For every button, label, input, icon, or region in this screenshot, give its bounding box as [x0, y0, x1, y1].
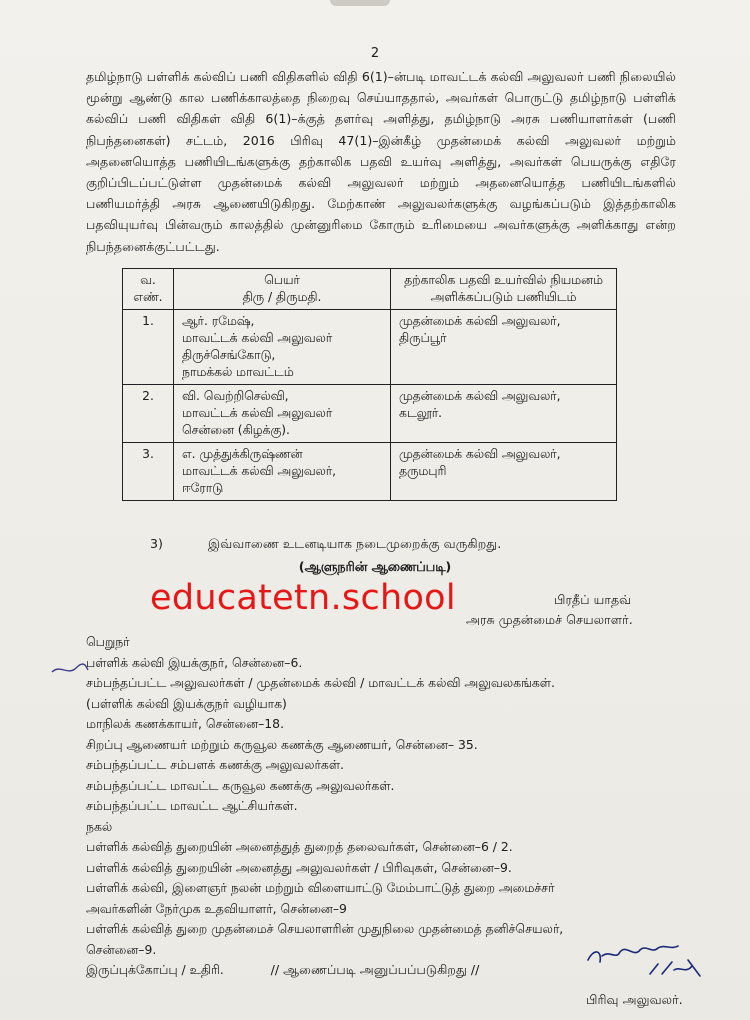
- name-line: ஆர். ரமேஷ்,: [182, 314, 255, 328]
- posting-cell: [391, 385, 617, 443]
- name-line: மாவட்டக் கல்வி அலுவலர்: [182, 331, 333, 345]
- promotion-table: [122, 268, 617, 501]
- name-line: திருச்செங்கோடு,: [182, 348, 276, 362]
- serial-cell: 1.: [123, 310, 174, 385]
- name-cell: [174, 443, 391, 501]
- list-item: சம்பந்தப்பட்ட சம்பளக் கணக்கு அலுவலர்கள்.: [86, 757, 344, 772]
- header-name-line: பெயர்: [264, 273, 300, 287]
- pen-tick-icon: [50, 660, 90, 678]
- list-item: பள்ளிக் கல்வி இயக்குநர், சென்னை–6.: [86, 654, 303, 670]
- header-posting-line: அளிக்கப்படும் பணியிடம்: [430, 290, 577, 304]
- list-item: பள்ளிக் கல்வி, இளைஞர் நலன் மற்றும் விளையாட்டு மேம்பாட்டுத் துறை அமைச்சர்: [86, 880, 555, 895]
- copy-heading: நகல்: [86, 818, 113, 834]
- header-serial-line: வ.: [140, 273, 156, 287]
- signatory-title: அரசு முதன்மைச் செயலாளர்.: [466, 612, 633, 627]
- name-line: மாவட்டக் கல்வி அலுவலர்,: [182, 464, 337, 478]
- list-item: அவர்களின் நேர்முக உதவியாளர், சென்னை–9: [86, 900, 347, 916]
- recipients-list: [86, 632, 686, 981]
- header-posting-line: தற்காலிக பதவி உயர்வில் நியமனம்: [404, 273, 603, 287]
- name-line: வி. வெற்றிசெல்வி,: [182, 389, 289, 403]
- name-line: நாமக்கல் மாவட்டம்: [182, 365, 294, 379]
- name-cell: [174, 310, 391, 385]
- header-posting: [391, 269, 617, 310]
- table-row: [123, 443, 617, 501]
- posting-line: முதன்மைக் கல்வி அலுவலர்,: [399, 314, 561, 328]
- list-item: சம்பந்தப்பட்ட அலுவலர்கள் / முதன்மைக் கல்வி / மாவட்டக் கல்வி அலுவலகங்கள்.: [86, 675, 555, 690]
- table-row: [123, 310, 617, 385]
- paragraph-number: 3): [150, 536, 163, 551]
- list-item: சம்பந்தப்பட்ட மாவட்ட ஆட்சியர்கள்.: [86, 798, 298, 813]
- posting-line: முதன்மைக் கல்வி அலுவலர்,: [399, 389, 561, 403]
- list-item: சிறப்பு ஆணையர் மற்றும் கருவூல கணக்கு ஆணையர், சென்னை– 35.: [86, 736, 478, 752]
- serial-cell: 2.: [123, 385, 174, 443]
- name-line: மாவட்டக் கல்வி அலுவலர்: [182, 406, 333, 420]
- name-cell: [174, 385, 391, 443]
- table-header-row: [123, 269, 617, 310]
- header-name: [174, 269, 391, 310]
- posting-line: கடலூர்.: [399, 406, 443, 420]
- posting-cell: [391, 443, 617, 501]
- recipients-heading: பெறுநர்: [86, 634, 130, 649]
- table-row: [123, 385, 617, 443]
- posting-line: திருப்பூர்: [399, 331, 447, 345]
- page-number: 2: [370, 46, 380, 61]
- intro-paragraph: தமிழ்நாடு பள்ளிக் கல்விப் பணி விதிகளில் விதி 6(1)–ன்படி மாவட்டக் கல்வி அலுவலர் பணி நிலையில் மூன்று ஆண்டு கால பணிக்காலத்தை நிறைவு செய்யாததால், அவர்கள் பொருட்டு தமிழ்நாடு பள்ளிக் கல்விப் பணி விதிகள் விதி 6(1)–க்குத் தளர்வு அளித்து, தமிழ்நாடு அரசு பணியாளர்கள் (பணி நிபந்தனைகள்) சட்டம், 2016 பிரிவு 47(1)–இன்கீழ் முதன்மைக் கல்வி அலுவலர் மற்றும் அதனையொத்த பணியிடங்களுக்கு தற்காலிக பதவி உயர்வு அளித்து, அவர்கள் பெயருக்கு எதிரே குறிப்பிடப்பட்டுள்ள முதன்மைக் கல்வி அலுவலர் மற்றும் அதனையொத்த பணியிடங்களில் பணியமர்த்தி அரசு ஆணையிடுகிறது. மேற்காண் அலுவலர்களுக்கு வழங்கப்படும் இத்தற்காலிக பதவியுயர்வு பின்வரும் காலத்தில் முன்னுரிமை கோரும் உரிமையை அவர்களுக்கு அளிக்காது என்ற நிபந்தனைக்குட்பட்டது.: [86, 69, 676, 254]
- header-name-line: திரு / திருமதி.: [242, 290, 322, 304]
- top-stamp-mark: [330, 0, 390, 6]
- posting-cell: [391, 310, 617, 385]
- list-item: பள்ளிக் கல்வித் துறையின் அனைத்துத் துறைத் தலைவர்கள், சென்னை–6 / 2.: [86, 839, 513, 854]
- header-serial: [123, 269, 174, 310]
- list-item: (பள்ளிக் கல்வி இயக்குநர் வழியாக): [86, 695, 287, 711]
- serial-cell: 3.: [123, 443, 174, 501]
- list-item: பள்ளிக் கல்வித் துறையின் அனைத்து அலுவலர்கள் / பிரிவுகள், சென்னை–9.: [86, 859, 512, 875]
- paragraph-3-text: இவ்வாணை உடனடியாக நடைமுறைக்கு வருகிறது.: [208, 536, 502, 551]
- signatory-name: பிரதீப் யாதவ்: [554, 592, 632, 607]
- watermark-text: educatetn.school: [150, 578, 456, 618]
- footer-note: // ஆணைப்படி அனுப்பப்படுகிறது //: [270, 962, 480, 977]
- header-serial-line: எண்.: [133, 290, 163, 304]
- posting-line: தருமபுரி: [399, 464, 447, 478]
- posting-line: முதன்மைக் கல்வி அலுவலர்,: [399, 447, 561, 461]
- list-item: சென்னை–9.: [86, 941, 157, 957]
- list-item: பள்ளிக் கல்வித் துறை முதன்மைச் செயலாளரின் முதுநிலை முதன்மைத் தனிச்செயலர்,: [86, 921, 564, 936]
- list-item: இருப்புக்கோப்பு / உதிரி.: [86, 962, 224, 977]
- order-by-line: (ஆளுநரின் ஆணைப்படி): [298, 560, 452, 575]
- section-officer: பிரிவு அலுவலர்.: [586, 992, 683, 1007]
- list-item: மாநிலக் கணக்காயர், சென்னை–18.: [86, 716, 285, 731]
- name-line: ஈரோடு: [182, 481, 224, 495]
- name-line: எ. முத்துக்கிருஷ்ணன்: [182, 447, 303, 461]
- list-item: சம்பந்தப்பட்ட மாவட்ட கருவூல கணக்கு அலுவலர்கள்.: [86, 777, 395, 793]
- name-line: சென்னை (கிழக்கு).: [182, 423, 290, 437]
